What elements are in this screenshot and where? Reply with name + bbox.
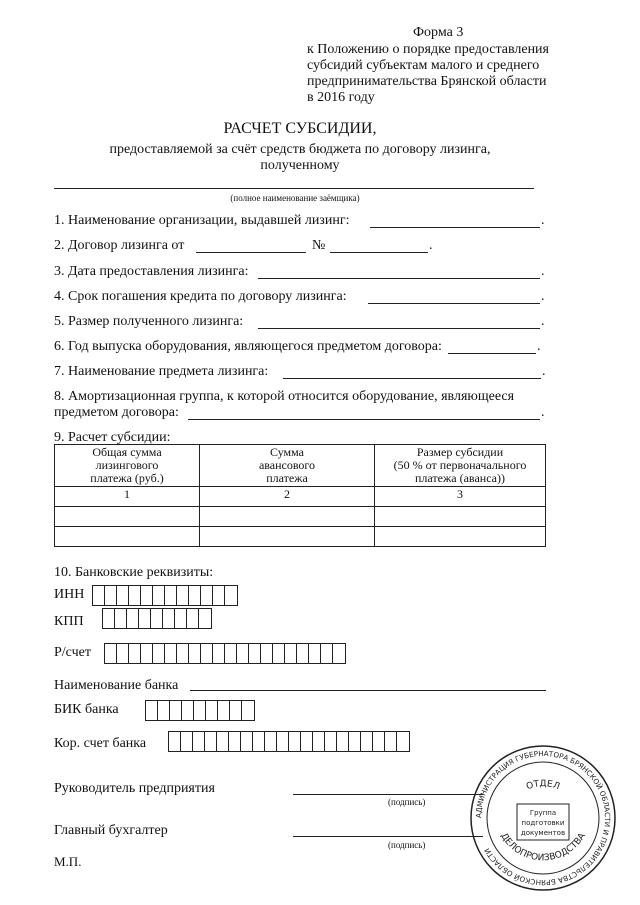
bank-details-title: 10. Банковские реквизиты: — [54, 565, 214, 580]
accountant-signature-label: Главный бухгалтер — [54, 823, 168, 838]
item-2-label: 2. Договор лизинга от — [54, 238, 185, 253]
stamp-ring-text: АДМИНИСТРАЦИЯ ГУБЕРНАТОРА БРЯНСКОЙ ОБЛАСТИ И ПРАВИТЕЛЬСТВА БРЯНСКОЙ ОБЛАСТИ — [473, 748, 613, 888]
item-4-period: . — [541, 289, 545, 304]
table-number-row — [55, 487, 546, 507]
item-4-label: 4. Срок погашения кредита по договору лизинга: — [54, 289, 347, 304]
stamp-center-line-2: подготовки — [521, 819, 565, 827]
item-8-period: . — [541, 405, 545, 420]
bank-name-label: Наименование банка — [54, 678, 179, 693]
item-7-field[interactable] — [283, 378, 541, 379]
table-header-row — [55, 445, 546, 487]
table-cell[interactable] — [200, 527, 375, 547]
corr-account-label: Кор. счет банка — [54, 736, 147, 751]
table-cell[interactable] — [55, 507, 200, 527]
borrower-name-hint: (полное наименование заёмщика) — [230, 193, 360, 203]
item-5-label: 5. Размер полученного лизинга: — [54, 314, 244, 329]
reference-line-3: предпринимательства Брянской области — [307, 74, 547, 89]
document-subtitle-2: полученному — [260, 158, 340, 173]
item-5-field[interactable] — [258, 328, 540, 329]
header-total-lease-payment: Общая сумма лизингового платежа (руб.) — [55, 445, 200, 487]
corr-account-boxes[interactable] — [168, 731, 410, 752]
stamp-dept-top: ОТДЕЛ — [525, 779, 561, 793]
item-2-period: . — [429, 238, 433, 253]
item-6-period: . — [537, 339, 541, 354]
head-signature-line[interactable] — [293, 794, 483, 795]
item-8-field[interactable] — [188, 419, 540, 420]
head-signature-label: Руководитель предприятия — [54, 781, 215, 796]
item-6-field[interactable] — [448, 353, 536, 354]
item-8-label-line-2: предметом договора: — [54, 405, 179, 420]
reference-line-4: в 2016 году — [307, 90, 375, 105]
table-cell[interactable] — [200, 507, 375, 527]
stamp-place-label: М.П. — [54, 854, 82, 869]
table-cell[interactable] — [375, 527, 546, 547]
reference-line-1: к Положению о порядке предоставления — [307, 42, 549, 57]
head-signature-hint: (подпись) — [388, 797, 426, 807]
item-2-number-field[interactable] — [330, 252, 428, 253]
item-1-label: 1. Наименование организации, выдавшей лизинг: — [54, 213, 350, 228]
item-8-label-line-1: 8. Амортизационная группа, к которой относится оборудование, являющееся — [54, 389, 515, 404]
table-row — [55, 507, 546, 527]
office-stamp — [467, 742, 619, 894]
accountant-signature-line[interactable] — [293, 836, 483, 837]
column-number: 3 — [375, 487, 546, 507]
item-1-period: . — [541, 213, 545, 228]
bik-label: БИК банка — [54, 702, 119, 717]
item-2-date-field[interactable] — [196, 252, 306, 253]
stamp-outer-ring — [471, 746, 615, 890]
column-number: 1 — [55, 487, 200, 507]
item-6-label: 6. Год выпуска оборудования, являющегося предметом договора: — [54, 339, 442, 354]
item-2-number-sign: № — [312, 238, 326, 253]
table-cell[interactable] — [375, 507, 546, 527]
account-boxes[interactable] — [104, 643, 346, 664]
item-7-label: 7. Наименование предмета лизинга: — [54, 364, 269, 379]
item-4-field[interactable] — [368, 303, 540, 304]
item-3-field[interactable] — [258, 278, 540, 279]
borrower-name-line[interactable] — [54, 188, 534, 189]
item-3-label: 3. Дата предоставления лизинга: — [54, 264, 249, 279]
header-advance-payment: Сумма авансового платежа — [200, 445, 375, 487]
item-3-period: . — [541, 264, 545, 279]
table-cell[interactable] — [55, 527, 200, 547]
item-7-period: . — [542, 364, 546, 379]
accountant-signature-hint: (подпись) — [388, 840, 426, 850]
column-number: 2 — [200, 487, 375, 507]
reference-line-2: субсидий субъектам малого и среднего — [307, 58, 540, 73]
header-subsidy-amount: Размер субсидии (50 % от первоначального платежа (аванса)) — [375, 445, 546, 487]
item-9-label: 9. Расчет субсидии: — [54, 430, 171, 445]
document-title: РАСЧЕТ СУБСИДИИ, — [223, 120, 377, 137]
table-row — [55, 527, 546, 547]
document-subtitle-1: предоставляемой за счёт средств бюджета по договору лизинга, — [109, 142, 491, 157]
form-number: Форма 3 — [413, 25, 464, 40]
bank-name-field[interactable] — [190, 690, 546, 691]
inn-label: ИНН — [54, 587, 85, 602]
item-5-period: . — [541, 314, 545, 329]
kpp-boxes[interactable] — [102, 608, 212, 629]
item-1-field[interactable] — [370, 227, 540, 228]
bik-boxes[interactable] — [145, 700, 255, 721]
stamp-center-line-1: Группа — [529, 809, 557, 817]
stamp-dept-bottom: ДЕЛОПРОИЗВОДСТВА — [498, 831, 588, 864]
kpp-label: КПП — [54, 614, 84, 629]
inn-boxes[interactable] — [92, 585, 238, 606]
subsidy-calculation-table — [54, 444, 546, 547]
account-label: Р/счет — [54, 645, 91, 660]
stamp-center-line-3: документов — [520, 829, 566, 837]
